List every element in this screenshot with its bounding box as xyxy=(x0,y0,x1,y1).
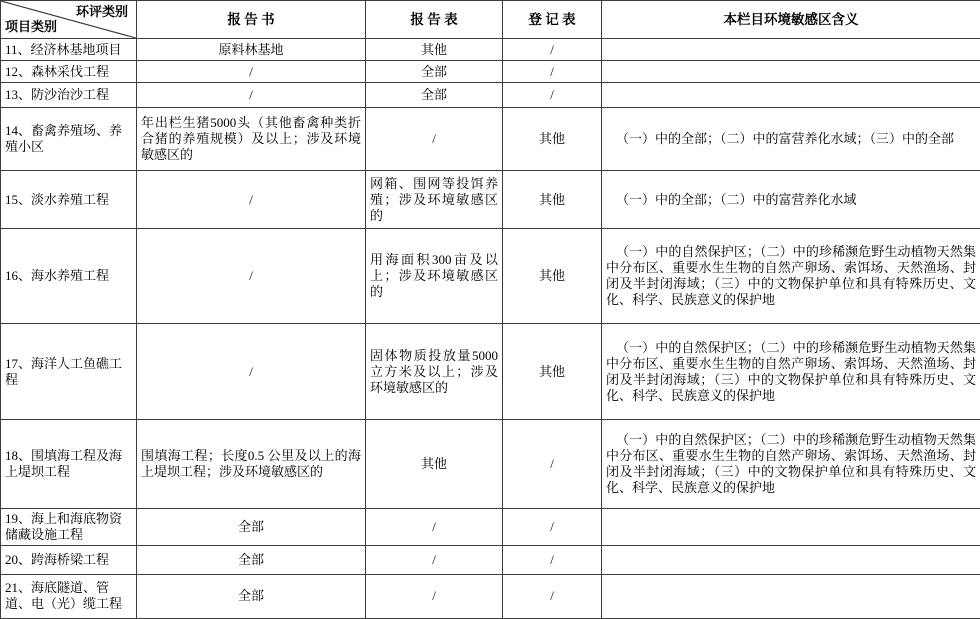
cell-registration-form: 其他 xyxy=(503,108,602,171)
cell-category: 11、经济林基地项目 xyxy=(1,39,137,61)
cell-report-book: / xyxy=(137,83,366,108)
cell-category: 17、海洋人工鱼礁工程 xyxy=(1,324,137,419)
cell-meaning xyxy=(602,508,980,545)
cell-report-form: 其他 xyxy=(366,39,503,61)
cell-report-book: / xyxy=(137,171,366,229)
table-row xyxy=(1,419,980,508)
cell-report-book: 全部 xyxy=(137,545,366,574)
header-row xyxy=(1,1,980,39)
cell-category: 15、淡水养殖工程 xyxy=(1,171,137,229)
corner-header-cell xyxy=(1,1,137,39)
corner-label-project-category: 项目类别 xyxy=(5,19,58,35)
table-row xyxy=(1,574,980,618)
cell-category: 19、海上和海底物资储藏设施工程 xyxy=(1,508,137,545)
column-header-sensitive-area-meaning: 本栏目环境敏感区含义 xyxy=(602,1,980,39)
cell-meaning: （一）中的自然保护区；（二）中的珍稀濒危野生动植物天然集中分布区、重要水生生物的自然产卵场、索饵场、天然渔场、封闭及半封闭海域；（三）中的文物保护单位和具有特殊历史、文化、科学、民族意义的保护地 xyxy=(602,229,980,324)
cell-registration-form: 其他 xyxy=(503,171,602,229)
column-header-report-book: 报 告 书 xyxy=(137,1,366,39)
cell-category: 12、森林采伐工程 xyxy=(1,61,137,83)
table-row xyxy=(1,61,980,83)
cell-meaning: （一）中的全部；（二）中的富营养化水域；（三）中的全部 xyxy=(602,108,980,171)
cell-registration-form: / xyxy=(503,545,602,574)
cell-report-book: 全部 xyxy=(137,574,366,618)
cell-registration-form: 其他 xyxy=(503,229,602,324)
cell-report-book: 原料林基地 xyxy=(137,39,366,61)
cell-report-book: / xyxy=(137,61,366,83)
cell-meaning: （一）中的自然保护区；（二）中的珍稀濒危野生动植物天然集中分布区、重要水生生物的自然产卵场、索饵场、天然渔场、封闭及半封闭海域；（三）中的文物保护单位和具有特殊历史、文化、科学、民族意义的保护地 xyxy=(602,324,980,419)
cell-registration-form: 其他 xyxy=(503,324,602,419)
cell-report-book: / xyxy=(137,229,366,324)
cell-registration-form: / xyxy=(503,83,602,108)
table-row xyxy=(1,508,980,545)
cell-report-form: 全部 xyxy=(366,61,503,83)
cell-category: 21、海底隧道、管道、电（光）缆工程 xyxy=(1,574,137,618)
corner-label-eia-category: 环评类别 xyxy=(75,4,128,19)
cell-report-form: 全部 xyxy=(366,83,503,108)
cell-report-form: / xyxy=(366,508,503,545)
cell-report-form: / xyxy=(366,108,503,171)
table-row xyxy=(1,171,980,229)
cell-meaning xyxy=(602,39,980,61)
cell-meaning: （一）中的全部；（二）中的富营养化水域 xyxy=(602,171,980,229)
cell-report-form: / xyxy=(366,574,503,618)
cell-registration-form: / xyxy=(503,61,602,83)
cell-meaning: （一）中的自然保护区；（二）中的珍稀濒危野生动植物天然集中分布区、重要水生生物的自然产卵场、索饵场、天然渔场、封闭及半封闭海域；（三）中的文物保护单位和具有特殊历史、文化、科学、民族意义的保护地 xyxy=(602,419,980,508)
cell-report-book: 年出栏生猪5000头（其他畜禽种类折合猪的养殖规模）及以上；涉及环境敏感区的 xyxy=(137,108,366,171)
cell-report-form: 其他 xyxy=(366,419,503,508)
cell-registration-form: / xyxy=(503,574,602,618)
table-row xyxy=(1,39,980,61)
cell-registration-form: / xyxy=(503,508,602,545)
table-row xyxy=(1,324,980,419)
cell-category: 13、防沙治沙工程 xyxy=(1,83,137,108)
column-header-registration-form: 登 记 表 xyxy=(503,1,602,39)
table-row xyxy=(1,545,980,574)
table-row xyxy=(1,108,980,171)
column-header-report-form: 报 告 表 xyxy=(366,1,503,39)
cell-report-book: 全部 xyxy=(137,508,366,545)
cell-meaning xyxy=(602,574,980,618)
cell-category: 18、围填海工程及海上堤坝工程 xyxy=(1,419,137,508)
table-row xyxy=(1,83,980,108)
cell-category: 14、畜禽养殖场、养殖小区 xyxy=(1,108,137,171)
cell-report-form: 固体物质投放量5000 立方米及以上；涉及环境敏感区的 xyxy=(366,324,503,419)
cell-meaning xyxy=(602,545,980,574)
cell-registration-form: / xyxy=(503,39,602,61)
cell-registration-form: / xyxy=(503,419,602,508)
cell-meaning xyxy=(602,83,980,108)
cell-report-book: / xyxy=(137,324,366,419)
cell-report-form: / xyxy=(366,545,503,574)
cell-report-form: 网箱、围网等投饵养殖；涉及环境敏感区的 xyxy=(366,171,503,229)
cell-report-book: 围填海工程；长度0.5 公里及以上的海上堤坝工程；涉及环境敏感区的 xyxy=(137,419,366,508)
cell-report-form: 用海面积300亩及以上；涉及环境敏感区的 xyxy=(366,229,503,324)
table-row xyxy=(1,229,980,324)
cell-meaning xyxy=(602,61,980,83)
cell-category: 16、海水养殖工程 xyxy=(1,229,137,324)
cell-category: 20、跨海桥梁工程 xyxy=(1,545,137,574)
